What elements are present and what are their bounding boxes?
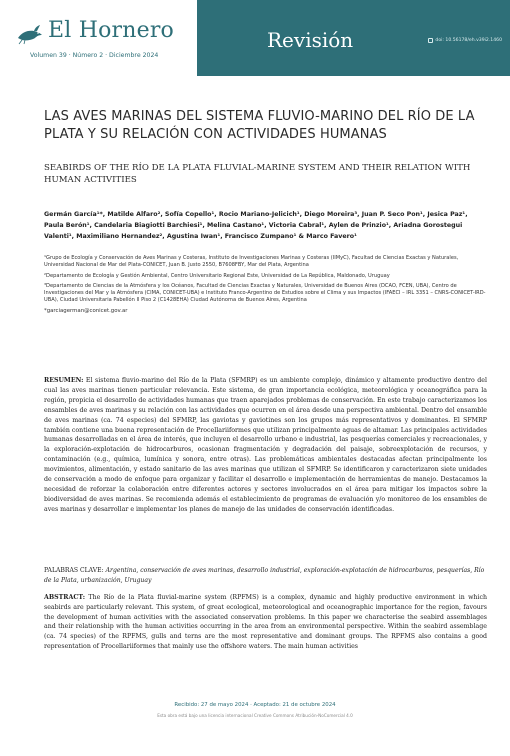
- doi-icon: [428, 38, 433, 43]
- license-notice[interactable]: Esta obra está bajo una licencia internacional Creative Commons Atribución-NoComercial 4.0: [157, 713, 353, 718]
- affiliation-2: ²Departamento de Ecología y Gestión Ambiental, Centro Universitario Regional Este, Universidad de La República, Maldonado, Uruguay: [44, 272, 390, 279]
- doi-link[interactable]: [428, 38, 502, 43]
- abstract-text: The Río de la Plata fluvial-marine system (RPFMS) is a complex, dynamic and highly productive environment in which seabirds are particularly relevant. This system, of great ecological, meteorological and oceanographic importance for the region, favours the development of human activities with the associated conservation problems. In this paper we characterise the seabird assemblages and their relationship with the human activities occurring in the area from an environmental perspective. Within the seabird assemblage (ca. 74 species) of the RPFMS, gulls and terns are the most representative and dominant groups. The RPFMS also contains a good representation of Procellariiformes that mainly use the offshore waters. The main human activities: [44, 594, 487, 650]
- abstract-label: ABSTRACT:: [44, 594, 86, 601]
- keywords-spanish: [44, 566, 487, 585]
- keywords-label: PALABRAS CLAVE:: [44, 567, 104, 574]
- journal-branding: [0, 0, 197, 76]
- article-title-english: SEABIRDS OF THE RÍO DE LA PLATA FLUVIAL-MARINE SYSTEM AND THEIR RELATION WITH HUMAN ACTIVITIES: [44, 163, 471, 185]
- corresponding-email[interactable]: *garciagerman@conicet.gov.ar: [44, 307, 128, 314]
- resumen-label: RESUMEN:: [44, 377, 84, 384]
- article-title-spanish: LAS AVES MARINAS DEL SISTEMA FLUVIO-MARINO DEL RÍO DE LA PLATA Y SU RELACIÓN CON ACTIVIDADES HUMANAS: [44, 109, 475, 142]
- keywords-text: Argentina, conservación de aves marinas, desarrollo industrial, exploración-explotación de hidrocarburos, pesquerías, Río de la Plata, urbanización, Uruguay: [44, 567, 485, 584]
- hornero-bird-icon: [16, 22, 44, 46]
- affiliation-3: ³Departamento de Ciencias de la Atmósfera y los Océanos, Facultad de Ciencias Exactas y Naturales, Universidad de Buenos Aires (DCAO, FCEN, UBA), Centro de Investigaciones del Mar y la Atmósfera (CIMA, CONICET-UBA) e Instituto Franco-Argentino de Estudios sobre el Clima y sus Impactos (IFAECI – IRL 3351 – CNRS-CONICET-IRD-UBA), Ciudad Universitaria Pabellón II Piso 2 (C1428EHA) Ciudad Autónoma de Buenos Aires, Argentina: [44, 283, 486, 303]
- doi-text: doi: 10.56178/eh.v39i2.1460: [435, 38, 502, 43]
- section-label: Revisión: [267, 28, 354, 52]
- journal-header: [0, 0, 510, 76]
- abstract-paragraph: [44, 593, 487, 652]
- resumen-text: El sistema fluvio-marino del Río de la Plata (SFMRP) es un ambiente complejo, dinámico y altamente productivo dentro del cual las aves marinas tienen particular relevancia. Este sistema, de gran importancia ecológica, meteorológica y oceanográfica para la región, propicia el desarrollo de actividades humanas que traen aparejados problemas de conservación. En este trabajo caracterizamos los ensambles de aves marinas y su relación con las actividades que ocurren en el área desde una perspectiva ambiental. Dentro del ensamble de aves marinas (ca. 74 especies) del SFMRP, las gaviotas y gaviotines son los grupos más representativos y dominantes. El SFMRP también contiene una buena representación de Procellariiformes que utilizan principalmente aguas de altamar. Las principales actividades humanas desarrolladas en el área de interés, que incluyen el desarrollo urbano e industrial, las pesquerías comerciales y recreacionales, y la exploración-explotación de hidrocarburos, ocasionan fragmentación y degradación del paisaje, sobreexplotación de recursos, y contaminación (e.g., química, lumínica y sonora, entre otras). Las problemáticas ambientales destacadas afectan principalmente los movimientos, alimentación, y estado sanitario de las aves marinas que utilizan el SFMRP. Se identificaron y caracterizaron siete unidades de conservación a modo de enfoque para organizar y facilitar el desarrollo e implementación de herramientas de manejo. Destacamos la necesidad de reforzar la colaboración entre diferentes actores y sectores involucrados en el área para mitigar los impactos sobre la biodiversidad de aves marinas. Se recomienda además el establecimiento de programas de evaluación y/o monitoreo de los ensambles de aves marinas y desarrollar e implementar los planes de manejo de las unidades de conservación identificadas.: [44, 377, 487, 513]
- author-list: Germán García¹*, Matilde Alfaro², Sofía Copello¹, Rocio Mariano-Jelicich¹, Diego Moreira³, Juan P. Seco Pon¹, Jesica Paz¹, Paula Berón¹, Candelaria Biagiotti Barchiesi¹, Melina Castano¹, Victoria Cabral¹, Aylen de Prinzio¹, Ariadna Gorostegui Valenti¹, Maximiliano Hernandez², Agustina Iwan¹, Francisco Zumpano¹ & Marco Favero¹: [44, 211, 468, 240]
- resumen-paragraph: [44, 376, 487, 515]
- journal-issue: Volumen 39 · Número 2 · Diciembre 2024: [30, 52, 159, 59]
- section-banner: [197, 0, 510, 76]
- affiliation-1: ¹Grupo de Ecología y Conservación de Aves Marinas y Costeras, Instituto de Investigaciones Marinas y Costeras (IIMyC), Facultad de Ciencias Exactas y Naturales, Universidad Nacional de Mar del Plata-CONICET, Juan B. Justo 2550, B7608FBY, Mar del Plata, Argentina: [44, 255, 459, 268]
- journal-title: El Hornero: [48, 18, 174, 43]
- affiliations: [44, 255, 489, 315]
- received-accepted-dates: Recibido: 27 de mayo 2024 · Aceptado: 21 de octubre 2024: [174, 702, 336, 708]
